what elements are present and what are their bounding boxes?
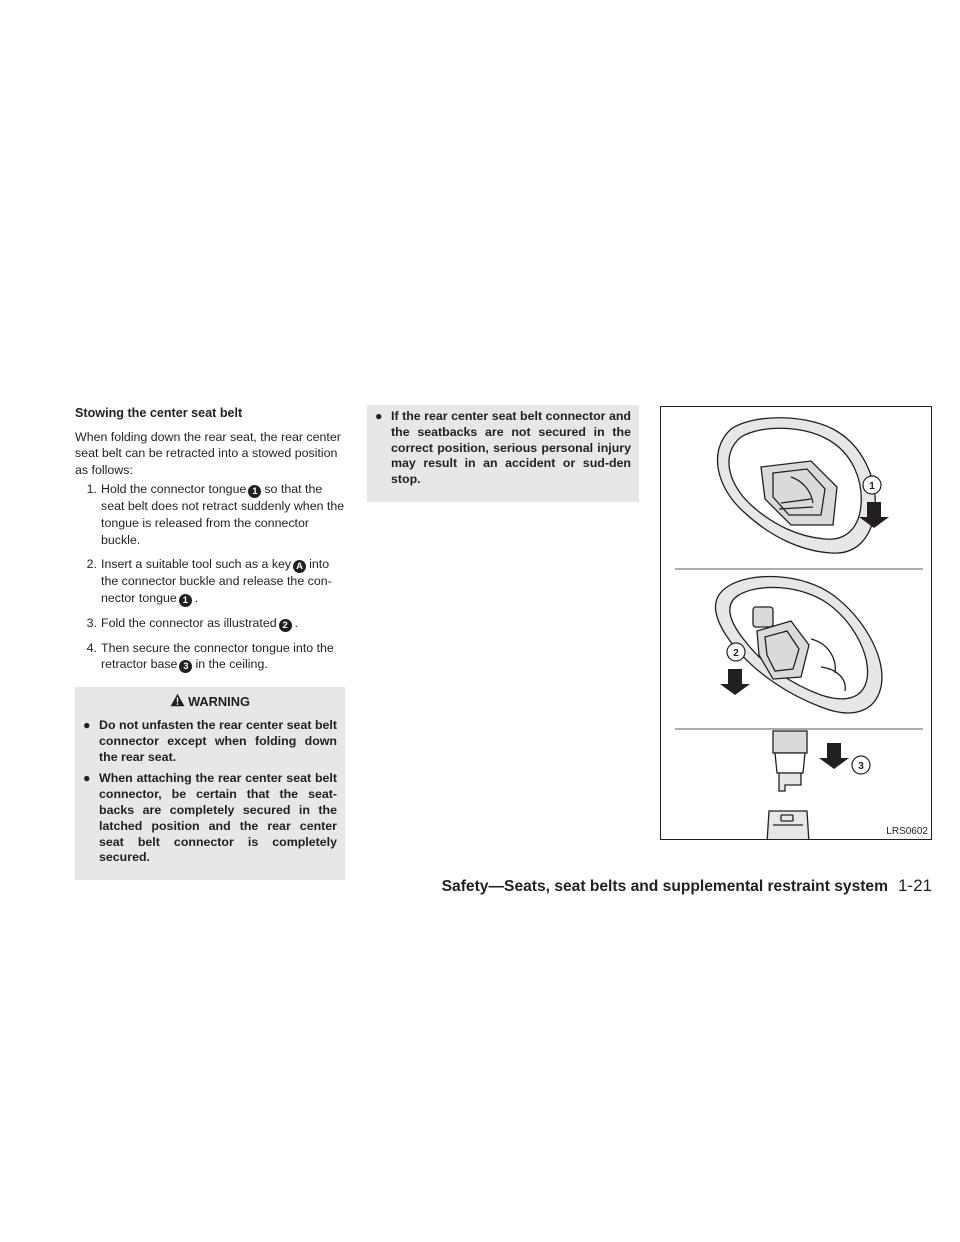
step-item: 2. Insert a suitable tool such as a key A into the connector buckle and release the con-nector tongue 1 . (86, 557, 332, 606)
callout-marker: 2 (279, 619, 292, 632)
arrow-down-icon (819, 743, 849, 769)
callout-marker: 3 (179, 660, 192, 673)
page-number: 1-21 (897, 876, 932, 895)
step-item: 3. Fold the connector as illustrated 2 . (86, 615, 299, 631)
footer-title: Safety—Seats, seat belts and supplemental restraint system (441, 878, 888, 895)
callout-marker: 1 (248, 485, 261, 498)
figure-callout-2: 2 (733, 648, 739, 659)
intro-paragraph: When folding down the rear seat, the rear center seat belt can be retracted into a stowed position as follows: (75, 429, 341, 477)
section-heading: Stowing the center seat belt (75, 406, 243, 420)
figure-callout-1: 1 (869, 481, 875, 492)
warning-title: WARNING (83, 693, 337, 712)
seat-belt-illustration (660, 406, 932, 840)
step-item: 4. Then secure the connector tongue into the retractor base 3 in the ceiling. (86, 640, 334, 673)
figure-code: LRS0602 (886, 826, 928, 837)
retractor-base-top-view (717, 418, 875, 553)
warning-box (75, 687, 345, 880)
left-column (75, 405, 345, 880)
warning-item: ● Do not unfasten the rear center seat belt connector except when folding down the rear seat. (83, 717, 337, 764)
warning-item: ● When attaching the rear center seat belt connector, be certain that the seat-backs are completely secured in the latched position and the rear center seat belt connector is completely secured. (83, 771, 337, 865)
warning-item: ● If the rear center seat belt connector and the seatbacks are not secured in the correct position, serious personal injury may result in an accident or sud-den stop. (375, 409, 631, 487)
step-list (75, 481, 345, 673)
page-footer (442, 876, 932, 896)
figure-callout-3: 3 (858, 761, 864, 772)
callout-marker: A (293, 560, 306, 573)
arrow-down-icon (720, 669, 750, 695)
warning-icon (170, 693, 185, 712)
warning-continuation-box (367, 405, 639, 502)
step-item: 1. Hold the connector tongue 1 so that the seat belt does not retract suddenly when the tongue is released from the connector buckle. (86, 482, 345, 547)
connector-tongue-and-buckle (767, 731, 809, 839)
callout-marker: 1 (179, 594, 192, 607)
